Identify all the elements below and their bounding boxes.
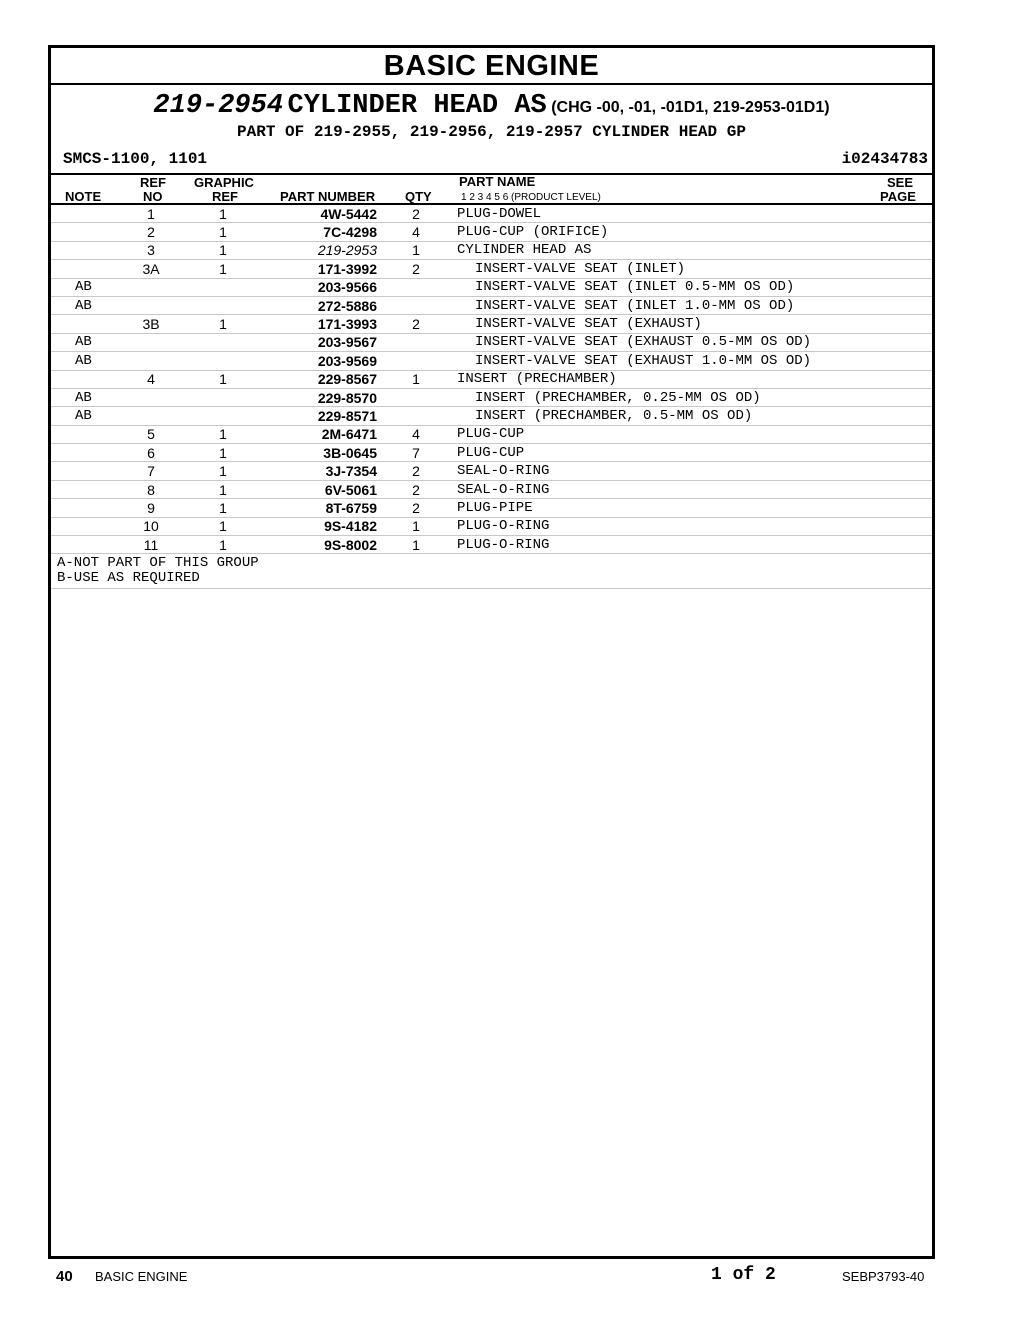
col-part-name: PART NAME bbox=[459, 174, 536, 189]
note-cell: AB bbox=[51, 296, 113, 314]
parts-table bbox=[51, 205, 932, 554]
note-cell bbox=[51, 536, 113, 554]
part-number-cell: 8T-6759 bbox=[257, 499, 381, 517]
group-part-number: 219-2954 bbox=[153, 91, 284, 121]
part-name-cell: INSERT-VALVE SEAT (INLET) bbox=[451, 260, 851, 278]
graphic-ref-cell: 1 bbox=[189, 480, 257, 498]
note-cell bbox=[51, 260, 113, 278]
note-cell bbox=[51, 425, 113, 443]
part-number-cell: 171-3993 bbox=[257, 315, 381, 333]
col-see-line2: PAGE bbox=[880, 189, 916, 204]
ref-no-cell: 10 bbox=[113, 517, 189, 535]
col-ref-line1: REF bbox=[140, 175, 166, 190]
table-row bbox=[51, 260, 932, 278]
part-number-cell: 203-9569 bbox=[257, 352, 381, 370]
graphic-ref-cell: 1 bbox=[189, 241, 257, 259]
ref-no-cell: 9 bbox=[113, 499, 189, 517]
qty-cell: 1 bbox=[381, 536, 451, 554]
ref-no-cell: 3 bbox=[113, 241, 189, 259]
graphic-ref-cell bbox=[189, 278, 257, 296]
col-ref-line2: NO bbox=[143, 189, 163, 204]
table-row bbox=[51, 278, 932, 296]
note-cell bbox=[51, 205, 113, 223]
qty-cell bbox=[381, 407, 451, 425]
table-row bbox=[51, 296, 932, 314]
part-name-cell: PLUG-CUP bbox=[451, 425, 851, 443]
part-number-cell: 6V-5061 bbox=[257, 480, 381, 498]
note-cell bbox=[51, 499, 113, 517]
ref-no-cell bbox=[113, 388, 189, 406]
ref-no-cell: 1 bbox=[113, 205, 189, 223]
ref-no-cell: 8 bbox=[113, 480, 189, 498]
table-row bbox=[51, 407, 932, 425]
part-number-cell: 272-5886 bbox=[257, 296, 381, 314]
qty-cell: 7 bbox=[381, 444, 451, 462]
col-product-level: 1 2 3 4 5 6 (PRODUCT LEVEL) bbox=[461, 192, 601, 203]
qty-cell: 1 bbox=[381, 517, 451, 535]
part-name-cell: INSERT (PRECHAMBER, 0.25-MM OS OD) bbox=[451, 388, 851, 406]
table-row bbox=[51, 536, 932, 554]
part-number-cell: 171-3992 bbox=[257, 260, 381, 278]
see-page-cell bbox=[851, 315, 932, 333]
footer-page-number: 40 bbox=[56, 1268, 73, 1285]
see-page-cell bbox=[851, 480, 932, 498]
note-cell bbox=[51, 315, 113, 333]
ref-no-cell: 2 bbox=[113, 223, 189, 241]
table-row bbox=[51, 333, 932, 351]
see-page-cell bbox=[851, 278, 932, 296]
col-qty: QTY bbox=[405, 189, 432, 204]
graphic-ref-cell: 1 bbox=[189, 462, 257, 480]
graphic-ref-cell: 1 bbox=[189, 205, 257, 223]
ref-no-cell bbox=[113, 407, 189, 425]
table-row bbox=[51, 517, 932, 535]
part-name-cell: PLUG-DOWEL bbox=[451, 205, 851, 223]
table-row bbox=[51, 352, 932, 370]
notes-block bbox=[57, 556, 259, 586]
qty-cell: 4 bbox=[381, 223, 451, 241]
col-note: NOTE bbox=[65, 189, 102, 204]
see-page-cell bbox=[851, 462, 932, 480]
col-graphic-line1: GRAPHIC bbox=[194, 175, 254, 190]
col-graphic-line2: REF bbox=[212, 189, 238, 204]
graphic-ref-cell: 1 bbox=[189, 444, 257, 462]
graphic-ref-cell: 1 bbox=[189, 536, 257, 554]
qty-cell bbox=[381, 352, 451, 370]
column-headers bbox=[51, 175, 932, 204]
footer-sheet: 1 of 2 bbox=[711, 1265, 776, 1285]
parts-page-frame bbox=[48, 45, 935, 1259]
note-cell bbox=[51, 462, 113, 480]
part-name-cell: CYLINDER HEAD AS bbox=[451, 241, 851, 259]
graphic-ref-cell: 1 bbox=[189, 370, 257, 388]
note-cell: AB bbox=[51, 388, 113, 406]
part-name-cell: PLUG-O-RING bbox=[451, 517, 851, 535]
footer-doc-id: SEBP3793-40 bbox=[842, 1269, 925, 1284]
note-cell: AB bbox=[51, 407, 113, 425]
graphic-ref-cell: 1 bbox=[189, 260, 257, 278]
col-part-number: PART NUMBER bbox=[280, 189, 376, 204]
part-number-cell: 2M-6471 bbox=[257, 425, 381, 443]
part-name-cell: INSERT-VALVE SEAT (INLET 1.0-MM OS OD) bbox=[451, 296, 851, 314]
table-row bbox=[51, 205, 932, 223]
ref-no-cell: 4 bbox=[113, 370, 189, 388]
part-name-cell: INSERT-VALVE SEAT (EXHAUST) bbox=[451, 315, 851, 333]
see-page-cell bbox=[851, 223, 932, 241]
smcs-code: SMCS-1100, 1101 bbox=[63, 150, 208, 168]
part-name-cell: INSERT (PRECHAMBER, 0.5-MM OS OD) bbox=[451, 407, 851, 425]
part-number-cell: 229-8570 bbox=[257, 388, 381, 406]
table-row bbox=[51, 499, 932, 517]
part-name-cell: SEAL-O-RING bbox=[451, 480, 851, 498]
ref-no-cell: 3B bbox=[113, 315, 189, 333]
part-number-cell: 203-9566 bbox=[257, 278, 381, 296]
graphic-ref-cell: 1 bbox=[189, 315, 257, 333]
graphic-ref-cell: 1 bbox=[189, 499, 257, 517]
part-name-cell: INSERT (PRECHAMBER) bbox=[451, 370, 851, 388]
see-page-cell bbox=[851, 333, 932, 351]
ref-no-cell bbox=[113, 296, 189, 314]
see-page-cell bbox=[851, 352, 932, 370]
part-number-cell: 3B-0645 bbox=[257, 444, 381, 462]
ref-no-cell: 5 bbox=[113, 425, 189, 443]
see-page-cell bbox=[851, 241, 932, 259]
ref-no-cell: 7 bbox=[113, 462, 189, 480]
table-row bbox=[51, 480, 932, 498]
qty-cell bbox=[381, 278, 451, 296]
note-cell bbox=[51, 241, 113, 259]
see-page-cell bbox=[851, 517, 932, 535]
part-number-cell: 229-8567 bbox=[257, 370, 381, 388]
part-number-cell: 4W-5442 bbox=[257, 205, 381, 223]
ref-no-cell: 3A bbox=[113, 260, 189, 278]
note-cell: AB bbox=[51, 352, 113, 370]
part-name-cell: PLUG-O-RING bbox=[451, 536, 851, 554]
graphic-ref-cell bbox=[189, 352, 257, 370]
qty-cell: 2 bbox=[381, 260, 451, 278]
see-page-cell bbox=[851, 444, 932, 462]
part-number-cell: 9S-4182 bbox=[257, 517, 381, 535]
graphic-ref-cell bbox=[189, 388, 257, 406]
part-name-cell: PLUG-CUP (ORIFICE) bbox=[451, 223, 851, 241]
footer-section: BASIC ENGINE bbox=[95, 1269, 188, 1284]
illustration-id: i02434783 bbox=[841, 150, 928, 168]
graphic-ref-cell: 1 bbox=[189, 223, 257, 241]
ref-no-cell bbox=[113, 352, 189, 370]
note-cell: AB bbox=[51, 278, 113, 296]
see-page-cell bbox=[851, 536, 932, 554]
note-cell: AB bbox=[51, 333, 113, 351]
see-page-cell bbox=[851, 425, 932, 443]
see-page-cell bbox=[851, 388, 932, 406]
part-name-cell: PLUG-PIPE bbox=[451, 499, 851, 517]
table-row bbox=[51, 462, 932, 480]
part-number-cell: 219-2953 bbox=[257, 241, 381, 259]
note-cell bbox=[51, 444, 113, 462]
graphic-ref-cell bbox=[189, 333, 257, 351]
part-name-cell: PLUG-CUP bbox=[451, 444, 851, 462]
graphic-ref-cell bbox=[189, 296, 257, 314]
part-number-cell: 229-8571 bbox=[257, 407, 381, 425]
qty-cell bbox=[381, 296, 451, 314]
section-title: BASIC ENGINE bbox=[51, 48, 932, 85]
note-line: B-USE AS REQUIRED bbox=[57, 570, 200, 586]
qty-cell: 1 bbox=[381, 370, 451, 388]
part-of-line: PART OF 219-2955, 219-2956, 219-2957 CYLINDER HEAD GP bbox=[237, 123, 746, 141]
see-page-cell bbox=[851, 370, 932, 388]
table-row bbox=[51, 425, 932, 443]
graphic-ref-cell: 1 bbox=[189, 425, 257, 443]
part-number-cell: 9S-8002 bbox=[257, 536, 381, 554]
part-name-cell: INSERT-VALVE SEAT (INLET 0.5-MM OS OD) bbox=[451, 278, 851, 296]
see-page-cell bbox=[851, 296, 932, 314]
qty-cell: 2 bbox=[381, 462, 451, 480]
ref-no-cell bbox=[113, 278, 189, 296]
part-name-cell: INSERT-VALVE SEAT (EXHAUST 0.5-MM OS OD) bbox=[451, 333, 851, 351]
graphic-ref-cell bbox=[189, 407, 257, 425]
qty-cell bbox=[381, 333, 451, 351]
qty-cell: 2 bbox=[381, 205, 451, 223]
see-page-cell bbox=[851, 407, 932, 425]
part-number-cell: 3J-7354 bbox=[257, 462, 381, 480]
change-level: (CHG -00, -01, -01D1, 219-2953-01D1) bbox=[551, 99, 830, 116]
ref-no-cell bbox=[113, 333, 189, 351]
page-footer bbox=[0, 1264, 1020, 1288]
qty-cell: 1 bbox=[381, 241, 451, 259]
qty-cell: 4 bbox=[381, 425, 451, 443]
see-page-cell bbox=[851, 260, 932, 278]
group-name: CYLINDER HEAD AS bbox=[287, 91, 547, 121]
parts-table-body bbox=[51, 205, 932, 554]
part-name-cell: INSERT-VALVE SEAT (EXHAUST 1.0-MM OS OD) bbox=[451, 352, 851, 370]
see-page-cell bbox=[851, 499, 932, 517]
qty-cell: 2 bbox=[381, 499, 451, 517]
qty-cell: 2 bbox=[381, 315, 451, 333]
qty-cell bbox=[381, 388, 451, 406]
note-line: A-NOT PART OF THIS GROUP bbox=[57, 555, 259, 571]
table-row bbox=[51, 223, 932, 241]
group-heading bbox=[51, 91, 932, 121]
col-see-line1: SEE bbox=[887, 175, 914, 190]
ref-no-cell: 11 bbox=[113, 536, 189, 554]
note-cell bbox=[51, 370, 113, 388]
ref-no-cell: 6 bbox=[113, 444, 189, 462]
note-cell bbox=[51, 517, 113, 535]
notes-divider bbox=[51, 588, 932, 589]
table-row bbox=[51, 388, 932, 406]
note-cell bbox=[51, 480, 113, 498]
table-row bbox=[51, 444, 932, 462]
qty-cell: 2 bbox=[381, 480, 451, 498]
part-number-cell: 203-9567 bbox=[257, 333, 381, 351]
see-page-cell bbox=[851, 205, 932, 223]
table-row bbox=[51, 315, 932, 333]
note-cell bbox=[51, 223, 113, 241]
table-row bbox=[51, 370, 932, 388]
part-number-cell: 7C-4298 bbox=[257, 223, 381, 241]
graphic-ref-cell: 1 bbox=[189, 517, 257, 535]
table-row bbox=[51, 241, 932, 259]
part-name-cell: SEAL-O-RING bbox=[451, 462, 851, 480]
